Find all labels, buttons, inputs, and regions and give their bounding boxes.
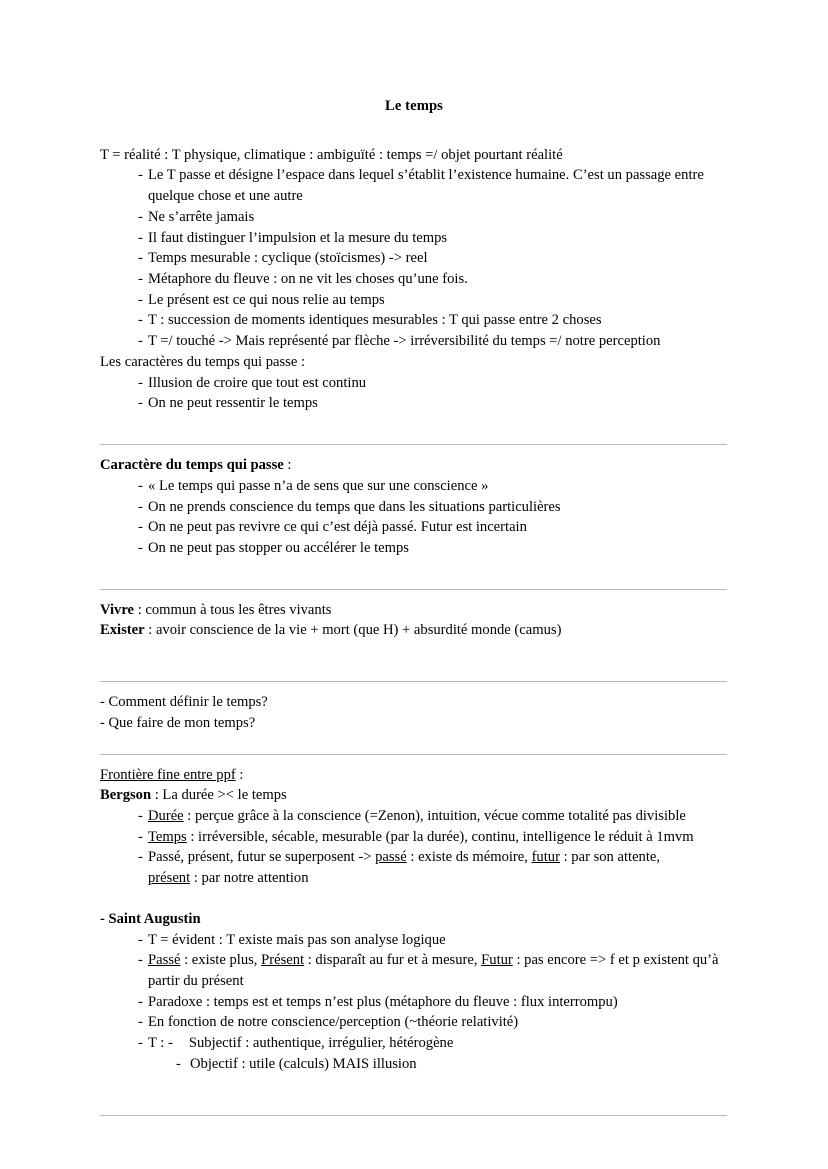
bullet-dash-icon: - <box>138 271 143 288</box>
bullet-dash-icon: - <box>138 1035 143 1052</box>
passe-term: Passé <box>148 952 181 969</box>
list-item-label: On ne peut pas revivre ce qui c’est déjà passé. Futur est incertain <box>148 519 527 536</box>
superposition-part4: : par notre attention <box>190 870 309 887</box>
exister-definition: : avoir conscience de la vie + mort (que H) + absurdité monde (camus) <box>144 622 562 639</box>
bullet-dash-icon: - <box>138 539 143 556</box>
section1-subheading: Les caractères du temps qui passe : <box>100 353 306 370</box>
list-item-label: Paradoxe : temps est et temps n’est plus (métaphore du fleuve : flux interrompu) <box>148 993 618 1010</box>
bergson-definition: : La durée >< le temps <box>151 787 287 804</box>
section5-heading-underlined: Frontière fine entre ppf <box>100 766 236 783</box>
bullet-dash-icon: - <box>138 291 143 308</box>
bullet-dash-icon: - <box>138 477 143 494</box>
spacer <box>100 590 728 600</box>
list-item-label: Il faut distinguer l’impulsion et la mesure du temps <box>148 229 448 246</box>
section1-bullet-list-2 <box>100 373 728 414</box>
t-prefix-label: T : <box>148 1035 169 1052</box>
bullet-dash-icon: - <box>138 993 143 1010</box>
duree-term: Durée <box>148 807 184 824</box>
list-item-label: On ne peut pas stopper ou accélérer le temps <box>148 539 409 556</box>
list-item <box>148 1054 728 1075</box>
futur-definition: : pas encore => f et p existent qu’à partir du présent <box>148 952 719 989</box>
section3-line-exister <box>100 620 728 641</box>
list-item <box>100 207 728 228</box>
title-spacer <box>100 117 728 145</box>
page-title: Le temps <box>385 98 443 114</box>
vivre-definition: : commun à tous les êtres vivants <box>134 601 332 618</box>
section6-sub-bullet-list <box>148 1054 728 1075</box>
list-item <box>100 538 728 559</box>
section5-heading-rest: : <box>235 766 244 783</box>
bergson-label: Bergson <box>100 787 152 804</box>
spacer <box>100 559 728 589</box>
sub-bullet-dash-icon: - <box>168 1035 173 1052</box>
section6-heading <box>100 909 728 930</box>
bullet-dash-icon: - <box>138 828 143 845</box>
bullet-dash-icon: - <box>138 167 143 184</box>
temps-term: Temps <box>148 828 187 845</box>
bullet-dash-icon: - <box>138 1014 143 1031</box>
spacer <box>100 755 728 765</box>
list-item-label: Métaphore du fleuve : on ne vit les choses qu’une fois. <box>148 271 468 288</box>
saint-augustin-label: - Saint Augustin <box>100 910 201 927</box>
list-item <box>100 373 728 394</box>
superposition-part3: : par son attente, <box>559 849 661 866</box>
bullet-dash-icon: - <box>138 395 143 412</box>
section2-heading <box>100 455 728 476</box>
bullet-dash-icon: - <box>138 312 143 329</box>
futur-term: futur <box>531 849 560 866</box>
list-item-label: T : succession de moments identiques mesurables : T qui passe entre 2 choses <box>148 312 602 329</box>
list-item <box>100 992 728 1013</box>
bullet-dash-icon: - <box>138 952 143 969</box>
list-item <box>100 331 728 352</box>
list-item-label: T =/ touché -> Mais représenté par flèche -> irréversibilité du temps =/ notre perception <box>148 333 661 350</box>
section4-question-2: - Que faire de mon temps? <box>100 714 256 731</box>
present-term: Présent <box>261 952 305 969</box>
temps-definition: : irréversible, sécable, mesurable (par la durée), continu, intelligence le réduit à 1mvm <box>186 828 694 845</box>
list-item-label: Le T passe et désigne l’espace dans lequel s’établit l’existence humaine. C’est un passage entre quelque chose et une autre <box>148 167 704 205</box>
bullet-dash-icon: - <box>138 333 143 350</box>
section5-bullet-list <box>100 806 728 889</box>
section2-heading-bold: Caractère du temps qui passe <box>100 457 284 474</box>
list-item <box>100 165 728 206</box>
section2-bullet-list <box>100 476 728 559</box>
list-item <box>100 930 728 951</box>
list-item <box>100 950 728 991</box>
section4-question-1: - Comment définir le temps? <box>100 694 268 711</box>
list-item <box>100 476 728 497</box>
list-item-label: On ne peut ressentir le temps <box>148 395 318 412</box>
duree-definition: : perçue grâce à la conscience (=Zenon), intuition, vécue comme totalité pas divisible <box>183 807 686 824</box>
list-item <box>100 847 728 888</box>
vivre-label: Vivre <box>100 601 135 618</box>
list-item <box>100 393 728 414</box>
list-item-label: Le présent est ce qui nous relie au temps <box>148 291 385 308</box>
spacer <box>100 414 728 444</box>
section6-bullet-list <box>100 930 728 1075</box>
exister-label: Exister <box>100 622 145 639</box>
futur-term: Futur <box>481 952 513 969</box>
list-item <box>100 310 728 331</box>
bullet-dash-icon: - <box>138 250 143 267</box>
list-item <box>100 248 728 269</box>
bullet-dash-icon: - <box>138 229 143 246</box>
document-content <box>100 96 728 1116</box>
objectif-label: Objectif : utile (calculs) MAIS illusion <box>190 1055 417 1072</box>
section1-intro: T = réalité : T physique, climatique : ambiguïté : temps =/ objet pourtant réalité <box>100 146 563 163</box>
spacer <box>100 641 728 681</box>
list-item-label: Ne s’arrête jamais <box>148 208 255 225</box>
bullet-dash-icon: - <box>138 498 143 515</box>
passe-definition: : existe plus, <box>180 952 262 969</box>
section-divider-5 <box>100 1115 727 1116</box>
list-item-label: T = évident : T existe mais pas son analyse logique <box>148 931 446 948</box>
passe-term: passé <box>375 849 407 866</box>
present-definition: : disparaît au fur et à mesure, <box>304 952 482 969</box>
bullet-dash-icon: - <box>138 931 143 948</box>
spacer <box>100 445 728 455</box>
sub-bullet-dash-icon: - <box>176 1055 181 1072</box>
superposition-part1: Passé, présent, futur se superposent -> <box>148 849 376 866</box>
list-item <box>100 827 728 848</box>
bergson-line <box>100 785 728 806</box>
section3-line-vivre <box>100 600 728 621</box>
list-item <box>100 497 728 518</box>
list-item <box>100 1033 728 1074</box>
spacer <box>100 682 728 692</box>
list-item-label: Temps mesurable : cyclique (stoïcismes) -> reel <box>148 250 428 267</box>
bullet-dash-icon: - <box>138 519 143 536</box>
section5-heading <box>100 765 728 786</box>
list-item-label: « Le temps qui passe n’a de sens que sur une conscience » <box>148 477 489 494</box>
present-term: présent <box>148 870 191 887</box>
list-item <box>100 517 728 538</box>
bullet-dash-icon: - <box>138 807 143 824</box>
list-item-label: Illusion de croire que tout est continu <box>148 374 367 391</box>
section2-heading-rest: : <box>283 457 292 474</box>
bullet-dash-icon: - <box>138 374 143 391</box>
list-item <box>100 806 728 827</box>
spacer <box>100 734 728 754</box>
list-item <box>100 1012 728 1033</box>
section1-bullet-list <box>100 165 728 351</box>
bullet-dash-icon: - <box>138 208 143 225</box>
list-item <box>100 269 728 290</box>
bullet-dash-icon: - <box>138 849 143 866</box>
superposition-part2: : existe ds mémoire, <box>406 849 532 866</box>
spacer <box>100 889 728 909</box>
list-item <box>100 228 728 249</box>
subjectif-label: Subjectif : authentique, irrégulier, hétérogène <box>188 1035 454 1052</box>
spacer <box>100 1075 728 1115</box>
list-item <box>100 290 728 311</box>
list-item-label: En fonction de notre conscience/perception (~théorie relativité) <box>148 1014 519 1031</box>
list-item-label: On ne prends conscience du temps que dans les situations particulières <box>148 498 561 515</box>
